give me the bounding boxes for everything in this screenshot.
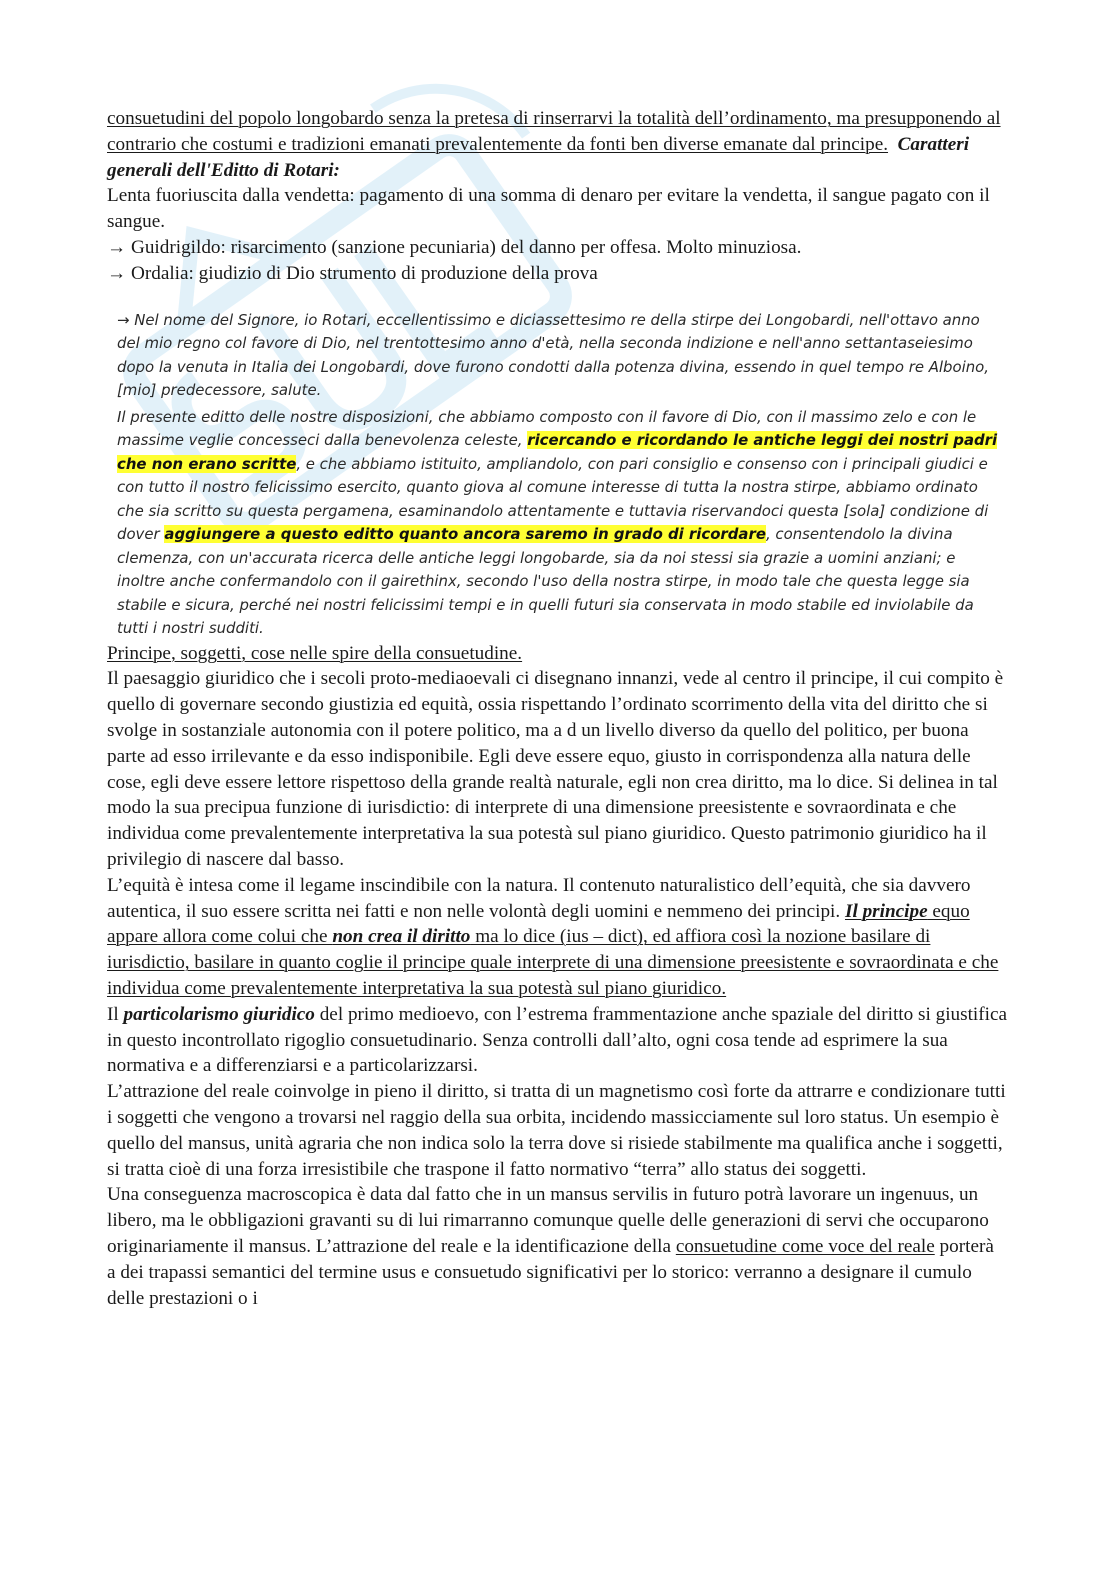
highlight-1: ricercando e ricordando le antiche leggi dei nostri padri che non erano scritte (117, 431, 998, 473)
paragraph-5: Una conseguenza macroscopica è data dal fatto che in un mansus servilis in futuro potrà lavorare un ingenuus, un libero, ma le obbligazioni gravanti su di lui rimarranno comunque quelle delle generazioni di servi che occuparono originariamente il mansus. L’attrazione del reale e la identificazione della consuetudine come voce del reale porterà a dei trapassi semantici del termine usus e consuetudo significativi per lo storico: verranno a designare il cumulo delle prestazioni o i (107, 1184, 994, 1309)
intro-block (107, 106, 1007, 287)
main-section (107, 641, 1007, 1312)
vendetta-line: Lenta fuoriuscita dalla vendetta: pagamento di una somma di denaro per evitare la vendetta, il sangue pagato con il sangue. (107, 185, 990, 233)
guidrigildo-line: → Guidrigildo: risarcimento (sanzione pecuniaria) del danno per offesa. Molto minuziosa. (107, 236, 802, 258)
document-page (107, 106, 1007, 1311)
edict-heading: Caratteri generali dell'Editto di Rotari: (107, 133, 970, 181)
intro-underlined-text: consuetudini del popolo longobardo senza la pretesa di rinserrarvi la totalità dell’ordinamento, ma presupponendo al contrario che costumi e tradizioni emanati prevalentemente da fonti ben diverse emanate dal principe. (107, 108, 1001, 155)
particolarismo-term: particolarismo giuridico (123, 1003, 315, 1025)
paragraph-4: L’attrazione del reale coinvolge in pieno il diritto, si tratta di un magnetismo così forte da attrarre e condizionare tutti i soggetti che vengono a trovarsi nel raggio della sua orbita, incidendo massicciamente sul loro status. Un esempio è quello del mansus, unità agraria che non indica solo la terra dove si risiede stabilmente ma qualifica anche i soggetti, si tratta cioè di una forza irresistibile che traspone il fatto normativo “terra” allo status dei soggetti. (107, 1081, 1006, 1180)
paragraph-2-underlined: Il principe equo appare allora come colui che non crea il diritto ma lo dice (ius – dict), ed affiora così la nozione basilare di iurisdictio, basilare in quanto coglie il principe quale interprete di una dimensione preesistente e sovraordinata e che individua come prevalentemente interpretativa la sua potestà sul piano giuridico. (107, 900, 999, 999)
paragraph-2: L’equità è intesa come il legame inscindibile con la natura. Il contenuto naturalistico dell’equità, che sia davvero autentica, il suo essere scritta nei fatti e non nelle volontà degli uomini e nemmeno dei principi. Il principe equo appare allora come colui che non crea il diritto ma lo dice (ius – dict), ed affiora così la nozione basilare di iurisdictio, basilare in quanto coglie il principe quale interprete di una dimensione preesistente e sovraordinata e che individua come prevalentemente interpretativa la sua potestà sul piano giuridico. (107, 874, 999, 999)
consuetudine-underlined: consuetudine come voce del reale (675, 1235, 935, 1257)
quote-paragraph-1: → Nel nome del Signore, io Rotari, eccellentissimo e diciassettesimo re della stirpe dei Longobardi, nell'ottavo anno del mio regno col favore di Dio, nel trentottesimo anno d'età, nella seconda indizione e nell'anno settantaseiesimo dopo la venuta in Italia dei Longobardi, dove furono condotti dalla potenza divina, essendo in quel tempo re Alboino, [mio] predecessore, salute. (117, 310, 990, 400)
edict-quote (117, 309, 1007, 641)
ordalia-line: → Ordalia: giudizio di Dio strumento di produzione della prova (107, 262, 598, 284)
intro-paragraph (107, 106, 1007, 183)
paragraph-1: Il paesaggio giuridico che i secoli proto-mediaoevali ci disegnano innanzi, vede al centro il principe, il cui compito è quello di governare secondo giustizia ed equità, ossia rispettando l’ordinato scorrimento della vita del diritto che si svolge in sostanziale autonomia con il potere politico, ma a d un livello diverso da quello del politico, per buona parte ad esso irrilevante e da esso indisponibile. Egli deve essere equo, giusto in corrispondenza alla natura delle cose, egli deve essere lettore rispettoso della grande realtà naturale, egli non crea diritto, ma lo dice. Si delinea in tal modo la sua precipua funzione di iurisdictio: di interprete di una dimensione preesistente e sovraordinata e che individua come prevalentemente interpretativa la sua potestà sul piano giuridico. Questo patrimonio giuridico ha il privilegio di nascere dal basso. (107, 668, 1004, 870)
quote-paragraph-2: Il presente editto delle nostre disposizioni, che abbiamo composto con il favore di Dio, con il massimo zelo e con le massime veglie concesseci dalla benevolenza celeste, ricercando e ricordando le antiche leggi dei nostri padri che non erano scritte, e che abbiamo istituito, ampliandolo, con pari consiglio e consenso con i principali giudici e con tutto il nostro felicissimo esercito, quanto giova al comune interesse di tutta la nostra stirpe, abbiamo ordinato che sia scritto su questa pergamena, esaminandolo attentamente e tuttavia riservandoci questa [sola] condizione di dover aggiungere a questo editto quanto ancora saremo in grado di ricordare, consentendolo la divina clemenza, con un'accurata ricerca delle antiche leggi longobarde, sia da noi stessi sia grazie a uomini anziani; e inoltre anche confermandolo con il gairethinx, secondo l'uso della nostra stirpe, in modo tale che questa legge sia stabile e sicura, perché nei nostri felicissimi tempi e in quelli futuri sia conservata in modo stabile ed inviolabile da tutti i nostri sudditi. (117, 407, 998, 638)
highlight-2: aggiungere a questo editto quanto ancora saremo in grado di ricordare (164, 525, 766, 544)
section-heading: Principe, soggetti, cose nelle spire della consuetudine. (107, 642, 523, 664)
paragraph-3: Il particolarismo giuridico del primo medioevo, con l’estrema frammentazione anche spaziale del diritto si giustifica in questo incontrollato rigoglio consuetudinario. Senza controlli dall’alto, ogni cosa tende ad esprimere la sua normativa e a differenziarsi e a particolarizzarsi. (107, 1003, 1008, 1077)
